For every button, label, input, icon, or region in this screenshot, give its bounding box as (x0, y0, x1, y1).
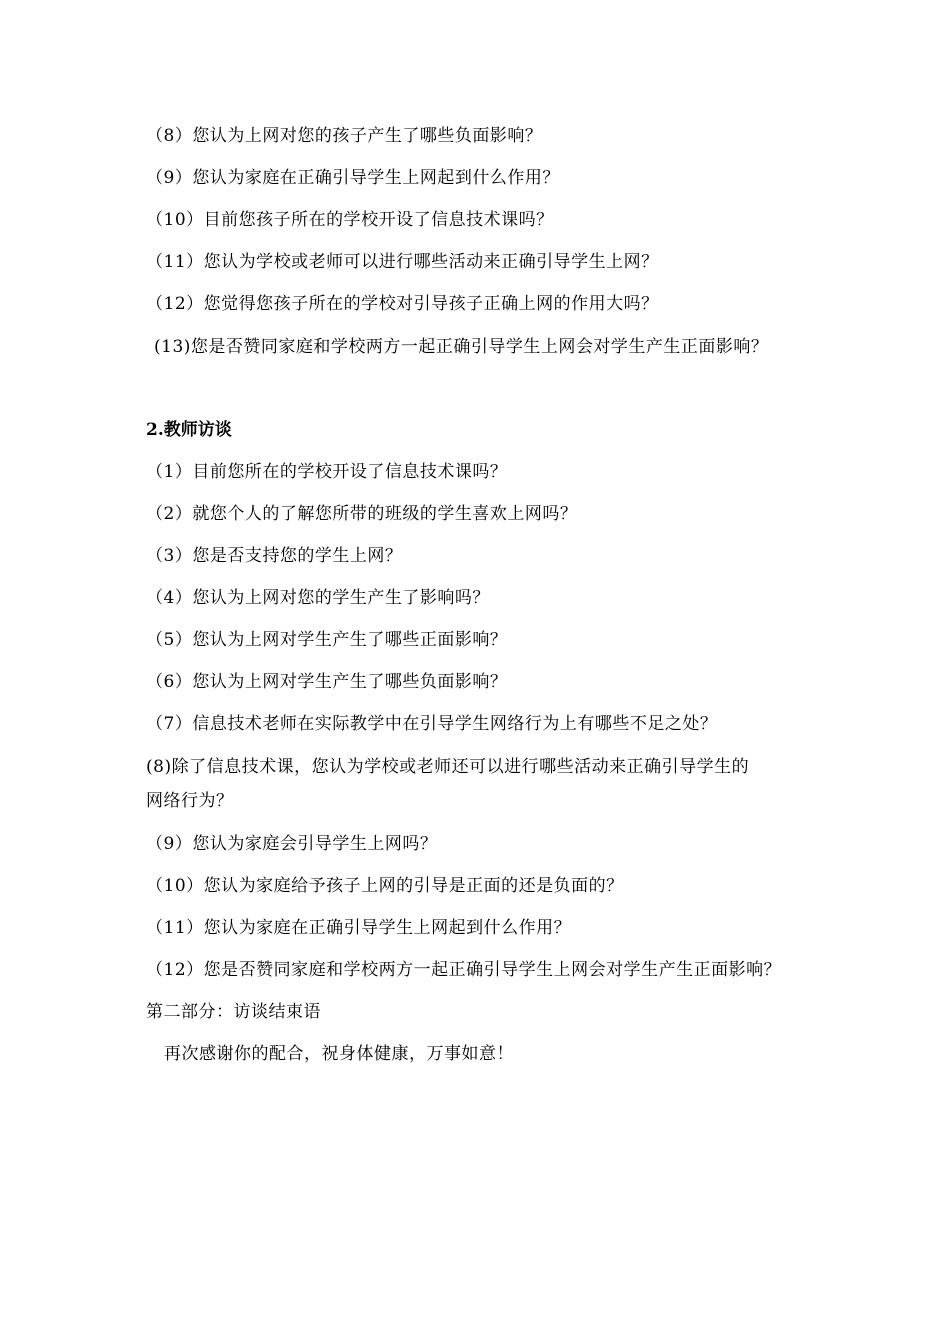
teacher-question-6: （6）您认为上网对学生产生了哪些负面影响？ (146, 672, 508, 692)
teacher-interview-heading: 2.教师访谈 (146, 420, 232, 440)
teacher-question-2: （2）就您个人的了解您所带的班级的学生喜欢上网吗？ (146, 504, 578, 524)
parent-question-9: （9）您认为家庭在正确引导学生上网起到什么作用？ (146, 168, 560, 188)
teacher-question-5: （5）您认为上网对学生产生了哪些正面影响？ (146, 630, 508, 650)
parent-question-12: （12）您觉得您孩子所在的学校对引导孩子正确上网的作用大吗？ (146, 294, 659, 314)
teacher-question-9: （9）您认为家庭会引导学生上网吗？ (146, 834, 438, 854)
teacher-question-4: （4）您认为上网对您的学生产生了影响吗？ (146, 588, 490, 608)
teacher-question-1: （1）目前您所在的学校开设了信息技术课吗？ (146, 462, 508, 482)
teacher-question-8-continued: 网络行为？ (146, 791, 234, 811)
teacher-question-8: (8)除了信息技术课，您认为学校或老师还可以进行哪些活动来正确引导学生的 (146, 757, 750, 777)
closing-section-title: 第二部分：访谈结束语 (146, 1002, 321, 1022)
parent-question-8: （8）您认为上网对您的孩子产生了哪些负面影响？ (146, 126, 543, 146)
parent-question-11: （11）您认为学校或老师可以进行哪些活动来正确引导学生上网？ (146, 252, 659, 272)
teacher-question-3: （3）您是否支持您的学生上网？ (146, 546, 403, 566)
closing-remarks: 再次感谢你的配合，祝身体健康，万事如意！ (164, 1044, 514, 1064)
parent-question-10: （10）目前您孩子所在的学校开设了信息技术课吗？ (146, 210, 554, 230)
teacher-question-11: （11）您认为家庭在正确引导学生上网起到什么作用？ (146, 918, 572, 938)
teacher-question-7: （7）信息技术老师在实际教学中在引导学生网络行为上有哪些不足之处？ (146, 714, 718, 734)
teacher-question-12: （12）您是否赞同家庭和学校两方一起正确引导学生上网会对学生产生正面影响？ (146, 960, 782, 980)
parent-question-13: (13)您是否赞同家庭和学校两方一起正确引导学生上网会对学生产生正面影响？ (154, 337, 769, 357)
teacher-question-10: （10）您认为家庭给予孩子上网的引导是正面的还是负面的？ (146, 876, 624, 896)
